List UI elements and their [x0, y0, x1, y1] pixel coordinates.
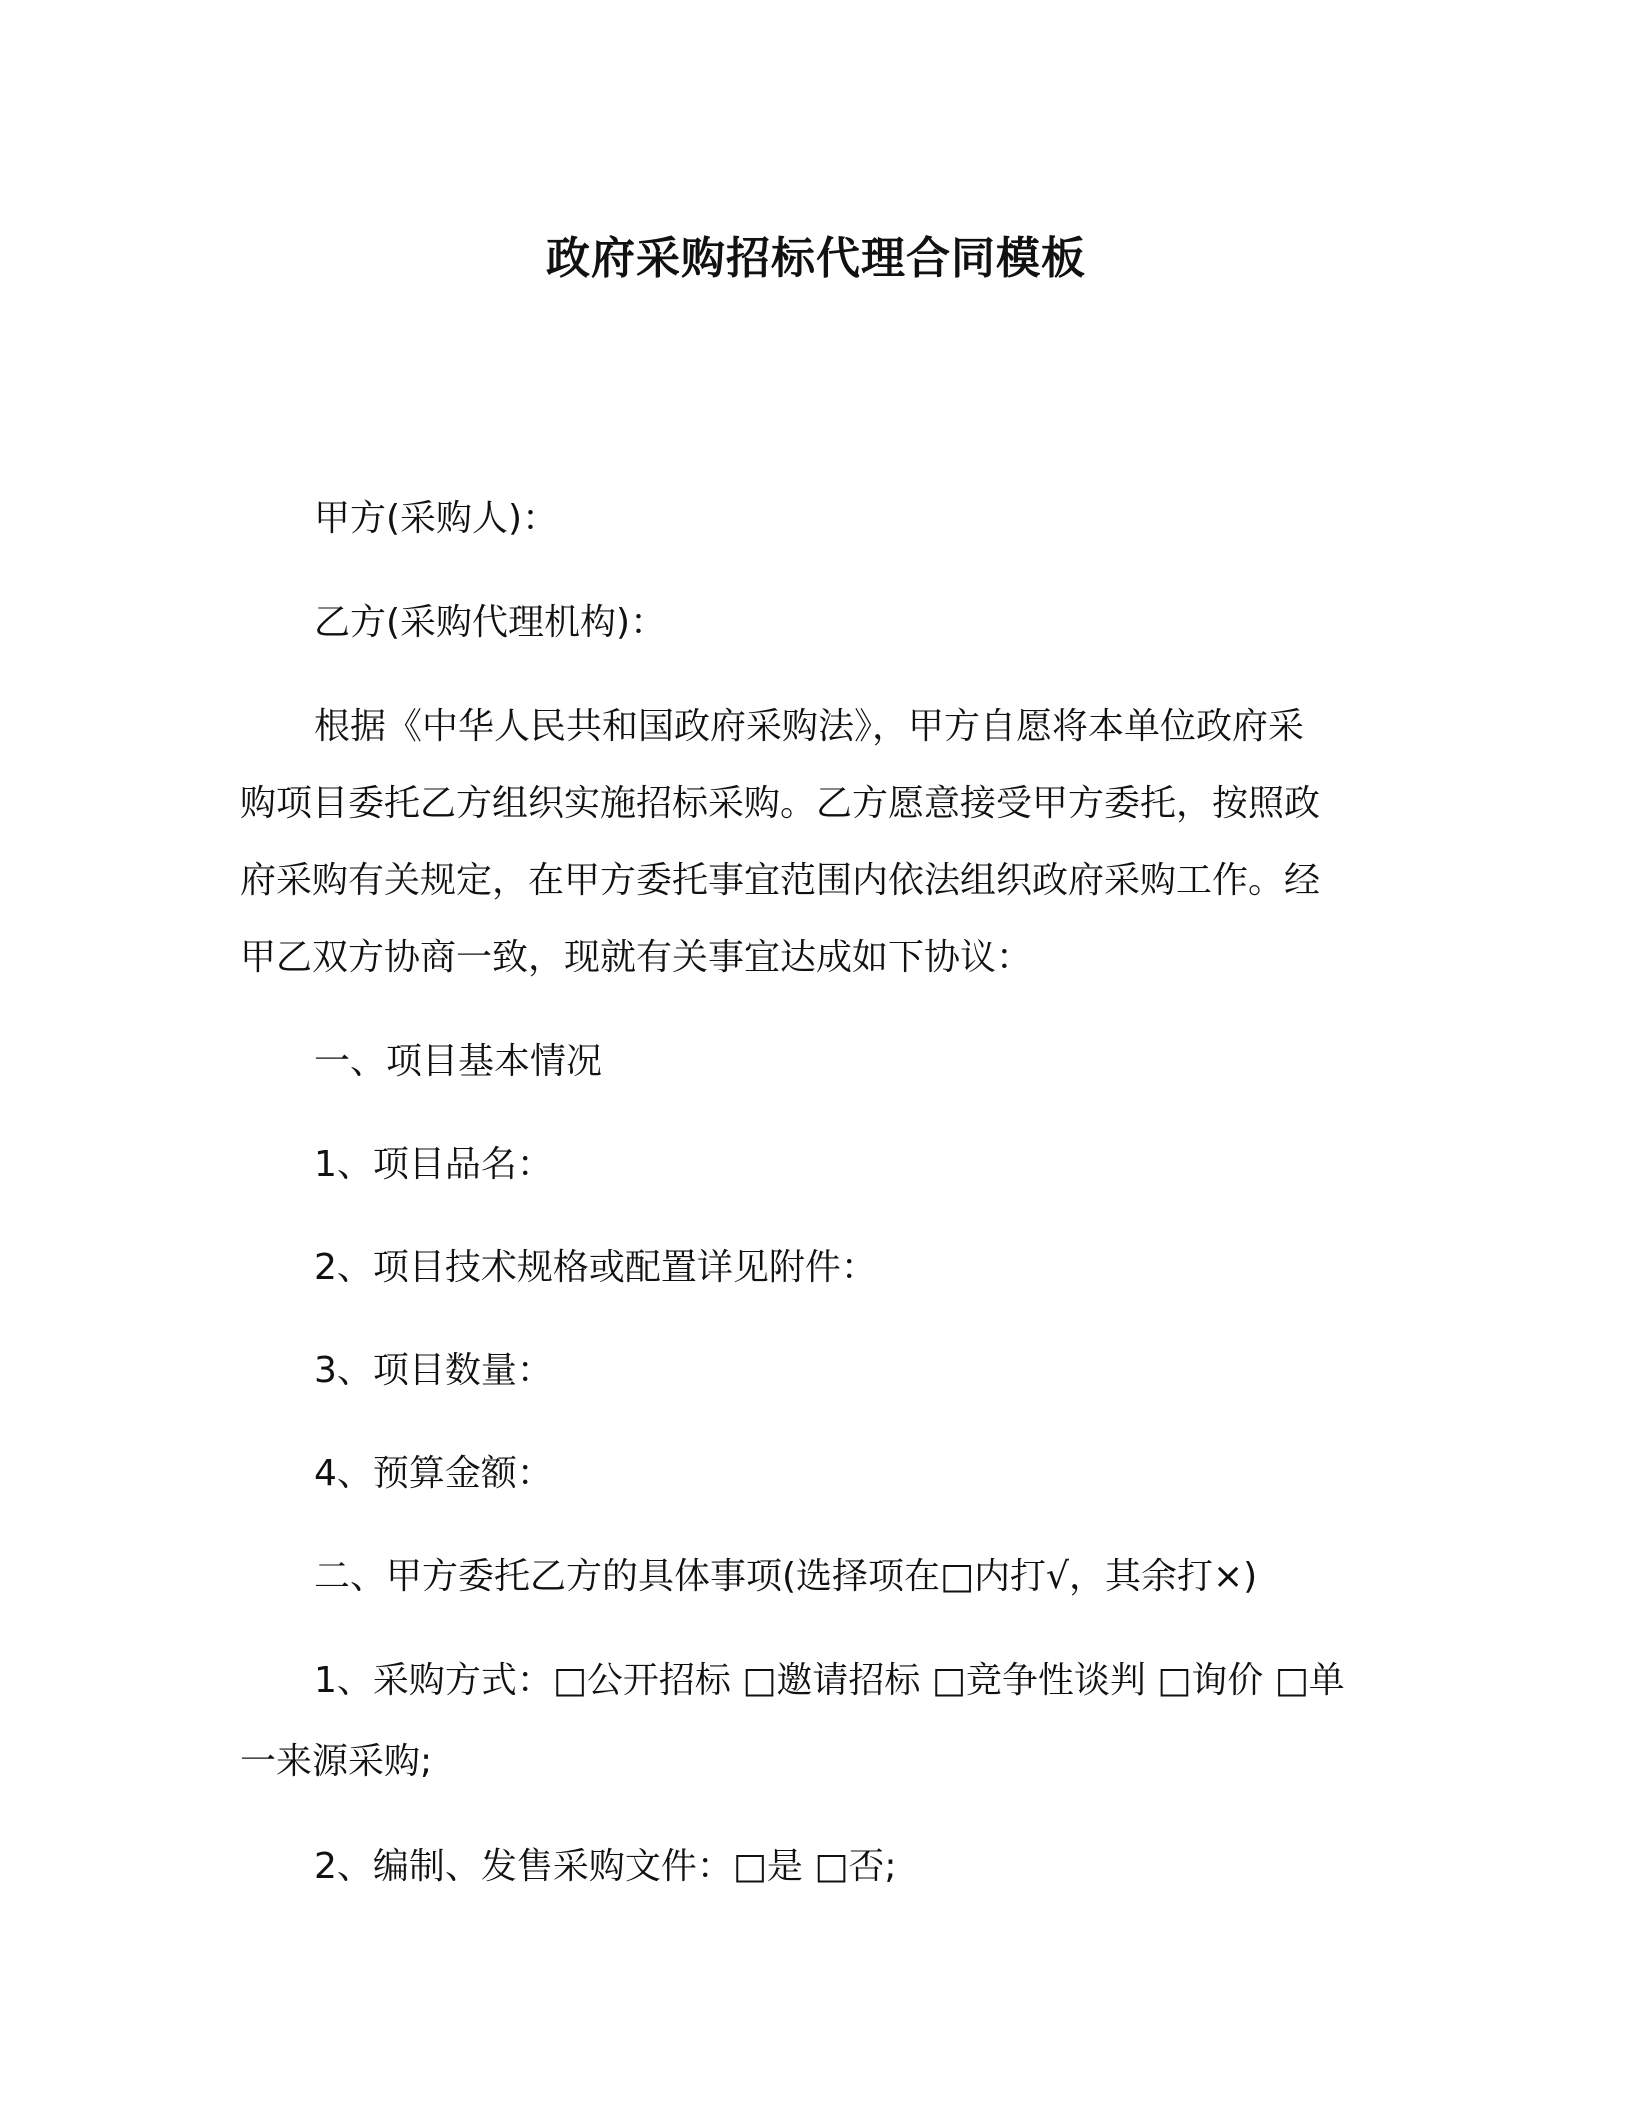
- section-1-item-budget: 4、预算金额：: [314, 1453, 553, 1494]
- section-1-item-quantity: 3、项目数量：: [314, 1350, 553, 1391]
- section-2-item-1-line-1: 1、采购方式：□公开招标 □邀请招标 □竞争性谈判 □询价 □单: [314, 1660, 1345, 1701]
- preamble-line-4: 甲乙双方协商一致，现就有关事宜达成如下协议：: [240, 937, 1033, 978]
- section-2-item-2: 2、编制、发售采购文件：□是 □否;: [314, 1846, 897, 1887]
- preamble-line-1: 根据《中华人民共和国政府采购法》，甲方自愿将本单位政府采: [314, 706, 1305, 747]
- preamble-line-2: 购项目委托乙方组织实施招标采购。乙方愿意接受甲方委托，按照政: [240, 783, 1321, 824]
- section-1-heading: 一、项目基本情况: [314, 1041, 603, 1082]
- section-2-heading: 二、甲方委托乙方的具体事项(选择项在□内打√，其余打×): [314, 1556, 1258, 1597]
- preamble-line-3: 府采购有关规定，在甲方委托事宜范围内依法组织政府采购工作。经: [240, 860, 1321, 901]
- party-a-label: 甲方(采购人)：: [314, 498, 559, 539]
- section-1-item-name: 1、项目品名：: [314, 1144, 553, 1185]
- section-1-item-spec: 2、项目技术规格或配置详见附件：: [314, 1247, 877, 1288]
- document-title: 政府采购招标代理合同模板: [546, 233, 1086, 284]
- party-b-label: 乙方(采购代理机构)：: [314, 602, 667, 643]
- section-2-item-1-line-2: 一来源采购;: [240, 1741, 433, 1782]
